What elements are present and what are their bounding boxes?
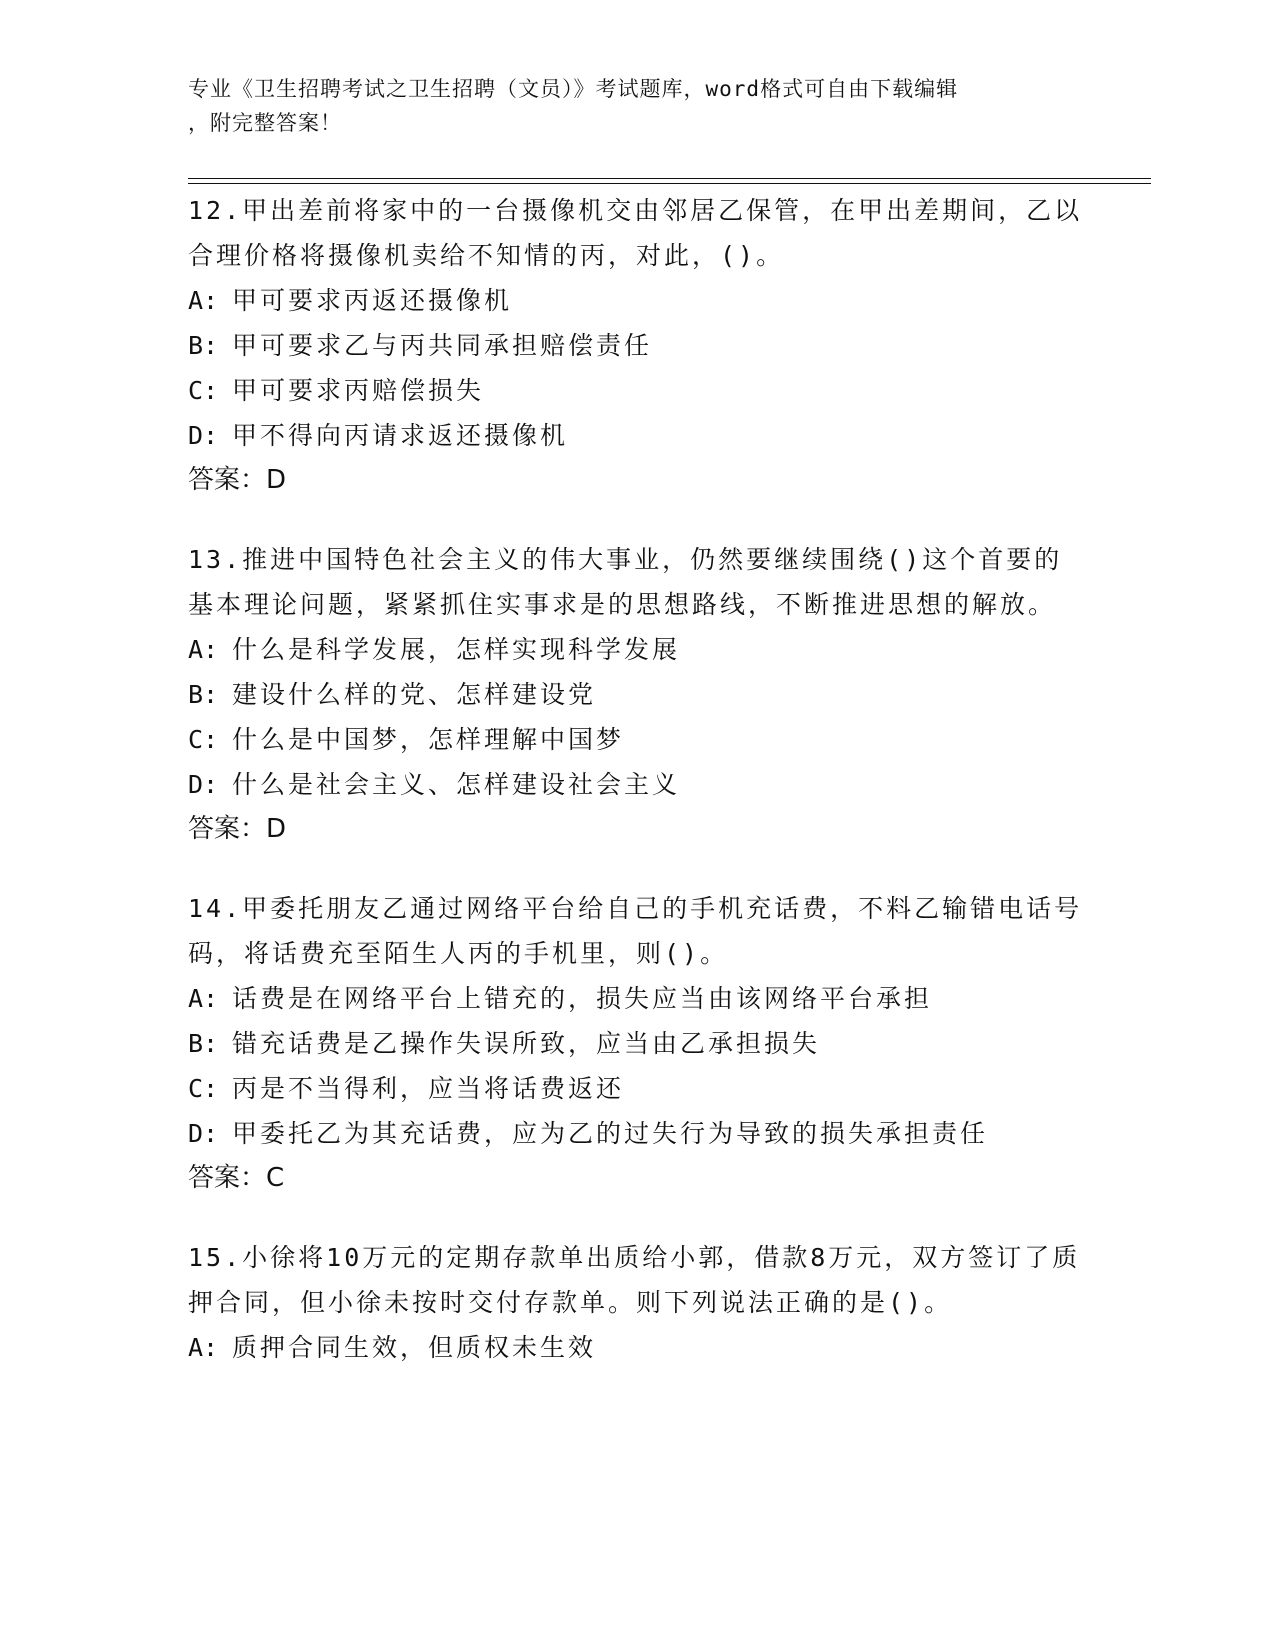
option-key: A: [188,635,219,664]
option-key: D: [188,421,219,450]
option-a [188,1325,1088,1370]
question-stem: 15.小徐将10万元的定期存款单出质给小郭，借款8万元，双方签订了质押合同，但小徐未按时交付存款单。则下列说法正确的是()。 [188,1243,1081,1317]
header-line-2: ，附完整答案！ [188,111,342,135]
document-header [188,72,1068,140]
option-key: C: [188,725,219,754]
option-b [188,323,1088,368]
option-text: 质押合同生效，但质权未生效 [232,1333,597,1362]
option-key: B: [188,1029,219,1058]
option-a [188,627,1088,672]
option-text: 丙是不当得利，应当将话费返还 [232,1074,625,1103]
option-key: A: [188,1333,219,1362]
question-stem: 13.推进中国特色社会主义的伟大事业，仍然要继续围绕()这个首要的基本理论问题，紧紧抓住实事求是的思想路线，不断推进思想的解放。 [188,545,1063,619]
option-text: 什么是社会主义、怎样建设社会主义 [232,770,681,799]
answer-text: 答案：D [188,814,287,844]
answer-text: 答案：C [188,1163,285,1193]
option-key: D: [188,1119,219,1148]
option-text: 建设什么样的党、怎样建设党 [232,680,597,709]
option-text: 甲可要求丙赔偿损失 [232,376,485,405]
answer-text: 答案：D [188,465,287,495]
question-12 [188,188,1088,503]
option-text: 什么是中国梦，怎样理解中国梦 [232,725,625,754]
question-stem: 14.甲委托朋友乙通过网络平台给自己的手机充话费，不料乙输错电话号码，将话费充至陌生人丙的手机里，则()。 [188,894,1083,968]
question-list [188,188,1088,1404]
question-15 [188,1235,1088,1370]
question-14 [188,886,1088,1201]
option-a [188,976,1088,1021]
option-text: 话费是在网络平台上错充的，损失应当由该网络平台承担 [232,984,933,1013]
option-text: 什么是科学发展，怎样实现科学发展 [232,635,681,664]
option-key: D: [188,770,219,799]
option-d [188,1111,1088,1156]
option-key: C: [188,376,219,405]
option-d [188,762,1088,807]
option-c [188,717,1088,762]
question-stem: 12.甲出差前将家中的一台摄像机交由邻居乙保管，在甲出差期间，乙以合理价格将摄像机卖给不知情的丙，对此，()。 [188,196,1083,270]
option-text: 错充话费是乙操作失误所致，应当由乙承担损失 [232,1029,821,1058]
option-b [188,672,1088,717]
option-text: 甲委托乙为其充话费，应为乙的过失行为导致的损失承担责任 [232,1119,989,1148]
header-divider-top [188,178,1151,179]
option-a [188,278,1088,323]
option-b [188,1021,1088,1066]
option-key: A: [188,984,219,1013]
header-line-1: 专业《卫生招聘考试之卫生招聘（文员）》考试题库，word格式可自由下载编辑 [188,77,959,101]
question-13 [188,537,1088,852]
option-c [188,368,1088,413]
option-c [188,1066,1088,1111]
option-text: 甲不得向丙请求返还摄像机 [232,421,569,450]
option-key: B: [188,680,219,709]
option-key: C: [188,1074,219,1103]
option-key: A: [188,286,219,315]
option-text: 甲可要求丙返还摄像机 [232,286,513,315]
option-text: 甲可要求乙与丙共同承担赔偿责任 [232,331,653,360]
option-key: B: [188,331,219,360]
header-divider-bottom [188,183,1151,184]
option-d [188,413,1088,458]
